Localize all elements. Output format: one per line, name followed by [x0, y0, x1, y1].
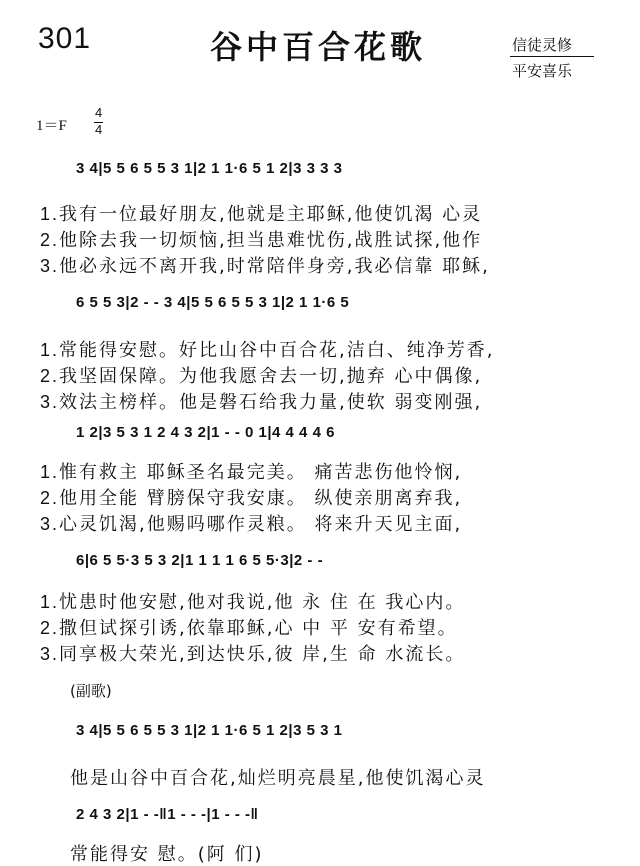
verse-number: 1. — [40, 204, 60, 224]
verse-number: 3. — [40, 644, 60, 664]
lyric-text: 同享极大荣光,到达快乐,彼 岸,生 命 水流长。 — [59, 644, 466, 665]
chorus-notation-line: 2 4 3 2|1 - -‖1 - - -|1 - - -‖ — [76, 806, 259, 823]
verse-number: 3. — [40, 256, 60, 276]
lyric-line — [40, 484, 462, 510]
lyric-line — [40, 226, 482, 252]
verse-number: 2. — [40, 366, 60, 386]
credit-line-2: 平安喜乐 — [512, 62, 573, 80]
lyric-text: 他用全能 臂膀保守我安康。 纵使亲朋离弃我, — [59, 488, 463, 509]
verse-number: 2. — [40, 230, 60, 250]
verse-number: 1. — [40, 340, 60, 360]
lyric-line — [40, 614, 458, 640]
lyric-text: 效法主榜样。他是磐石给我力量,使软 弱变刚强, — [59, 392, 483, 413]
hymn-title: 谷中百合花歌 — [210, 28, 427, 66]
lyric-text: 他必永远不离开我,时常陪伴身旁,我必信靠 耶稣, — [59, 256, 490, 277]
lyric-line — [40, 588, 465, 614]
lyric-line — [40, 458, 462, 484]
verse-number: 3. — [40, 514, 60, 534]
lyric-text: 心灵饥渴,他赐吗哪作灵粮。 将来升天见主面, — [59, 514, 463, 535]
hymn-number: 301 — [38, 22, 92, 55]
lyric-text: 我有一位最好朋友,他就是主耶稣,他使饥渴 心灵 — [59, 204, 483, 225]
notation-line: 6|6 5 5·3 5 3 2|1 1 1 1 6 5 5·3|2 - - — [76, 552, 324, 569]
verse-number: 3. — [40, 392, 60, 412]
credit-line-1: 信徒灵修 — [512, 36, 573, 54]
lyric-text: 惟有救主 耶稣圣名最完美。 痛苦悲伤他怜悯, — [59, 462, 463, 483]
lyric-text: 常能得安慰。好比山谷中百合花,洁白、纯净芳香, — [59, 340, 495, 361]
chorus-notation-line: 3 4|5 5 6 5 5 3 1|2 1 1·6 5 1 2|3 5 3 1 — [76, 722, 343, 739]
verse-number: 2. — [40, 488, 60, 508]
chorus-lyric-line: 他是山谷中百合花,灿烂明亮晨星,他使饥渴心灵 — [70, 768, 486, 789]
lyric-line — [40, 362, 482, 388]
time-signature-bottom: 4 — [95, 122, 103, 137]
notation-line: 1 2|3 5 3 1 2 4 3 2|1 - - 0 1|4 4 4 4 6 — [76, 424, 335, 441]
lyric-line — [40, 336, 494, 362]
time-signature-top: 4 — [95, 105, 103, 120]
lyric-line — [40, 510, 462, 536]
verse-number: 1. — [40, 462, 60, 482]
lyric-line — [40, 388, 482, 414]
lyric-text: 我坚固保障。为他我愿舍去一切,抛弃 心中偶像, — [59, 366, 483, 387]
chorus-label: (副歌) — [70, 682, 112, 700]
lyric-text: 他除去我一切烦恼,担当患难忧伤,战胜试探,他作 — [59, 230, 483, 251]
notation-line: 6 5 5 3|2 - - 3 4|5 5 6 5 5 3 1|2 1 1·6 5 — [76, 294, 350, 311]
lyric-line — [40, 252, 490, 278]
credit-divider — [510, 56, 594, 57]
key-signature: 1＝F — [36, 118, 67, 134]
lyric-text: 撒但试探引诱,依靠耶稣,心 中 平 安有希望。 — [59, 618, 458, 639]
chorus-lyric-line: 常能得安 慰。(阿 们) — [70, 844, 264, 865]
lyric-line — [40, 640, 465, 666]
lyric-line — [40, 200, 482, 226]
verse-number: 2. — [40, 618, 60, 638]
notation-line: 3 4|5 5 6 5 5 3 1|2 1 1·6 5 1 2|3 3 3 3 — [76, 160, 343, 177]
lyric-text: 忧患时他安慰,他对我说,他 永 住 在 我心内。 — [59, 592, 466, 613]
verse-number: 1. — [40, 592, 60, 612]
